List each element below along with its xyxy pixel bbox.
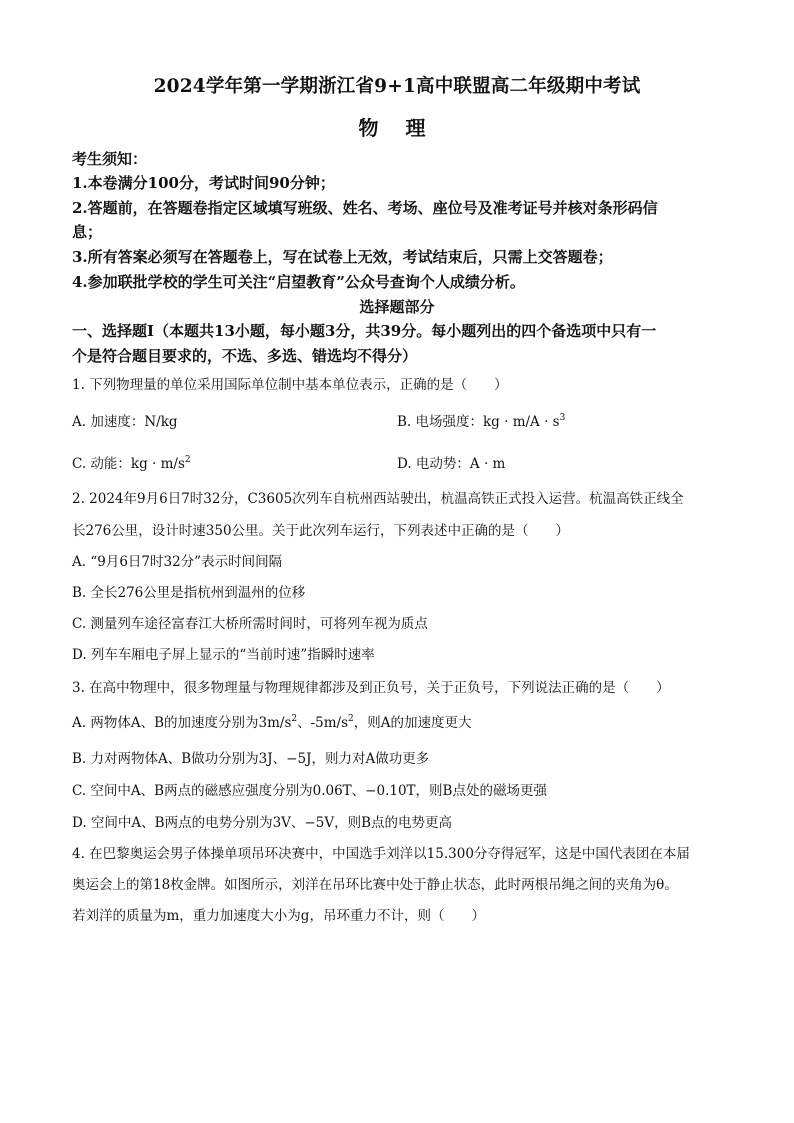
notice-item-2: 2.答题前，在答题卷指定区域填写班级、姓名、考场、座位号及准考证号并核对条形码信	[72, 199, 658, 217]
q3-option-b: B. 力对两物体A、B做功分别为3J、−5J，则力对A做功更多	[72, 751, 430, 767]
q2-stem-cont: 长276公里，设计时速350公里。关于此次列车运行，下列表述中正确的是（ ）	[72, 523, 570, 539]
q1-option-b: B. 电场强度：kg · $m/A \cdot s^3$	[397, 413, 566, 430]
q2-option-d: D. 列车车厢电子屏上显示的“当前时速”指瞬时速率	[72, 647, 375, 663]
q4-stem-cont: 奥运会上的第18枚金牌。如图所示，刘洋在吊环比赛中处于静止状态，此时两根吊绳之间的夹角为θ。	[72, 877, 678, 893]
q4-stem: 4. 在巴黎奥运会男子体操单项吊环决赛中，中国选手刘洋以15.300分夺得冠军，这是中国代表团在本届	[72, 846, 690, 862]
part-title: 选择题部分	[359, 298, 435, 316]
exam-title: 2024学年第一学期浙江省9+1高中联盟高二年级期中考试	[153, 76, 641, 97]
notice-item-4: 4.参加联批学校的学生可关注“启望教育”公众号查询个人成绩分析。	[72, 273, 525, 291]
q3-stem: 3. 在高中物理中，很多物理量与物理规律都涉及到正负号，关于正负号，下列说法正确的是（ ）	[72, 680, 670, 696]
q1-option-a: A. 加速度：N/kg	[72, 414, 178, 430]
notice-item-2-cont: 息；	[72, 223, 103, 241]
q4-stem-cont2: 若刘洋的质量为m，重力加速度大小为g，吊环重力不计，则（ ）	[72, 908, 485, 924]
q2-option-b: B. 全长276公里是指杭州到温州的位移	[72, 585, 306, 601]
q3-option-a: A. 两物体A、B的加速度分别为$3m/s^2$、$-5m/s^2$，则A的加速度更大	[72, 714, 472, 731]
q2-stem: 2. 2024年9月6日7时32分，C3605次列车自杭州西站驶出，杭温高铁正式投入运营。杭温高铁正线全	[72, 491, 684, 507]
q2-option-c: C. 测量列车途径富春江大桥所需时间时，可将列车视为质点	[72, 616, 428, 632]
q1-stem: 1. 下列物理量的单位采用国际单位制中基本单位表示，正确的是（ ）	[72, 377, 508, 393]
section-heading: 一、选择题Ⅰ（本题共13小题，每小题3分，共39分。每小题列出的四个备选项中只有一	[72, 322, 657, 340]
notice-heading: 考生须知：	[72, 150, 148, 168]
q1-option-c: C. 动能：kg · $m/s^2$	[72, 455, 191, 472]
q3-option-c: C. 空间中A、B两点的磁感应强度分别为0.06T、−0.10T，则B点处的磁场更强	[72, 783, 547, 799]
q3-option-d: D. 空间中A、B两点的电势分别为3V、−5V，则B点的电势更高	[72, 815, 453, 831]
subject-title: 物 理	[358, 116, 436, 140]
q1-option-d: D. 电动势：A · m	[397, 456, 506, 472]
q2-option-a: A. “9月6日7时32分”表示时间间隔	[72, 554, 283, 570]
notice-item-3: 3.所有答案必须写在答题卷上，写在试卷上无效，考试结束后，只需上交答题卷；	[72, 248, 613, 266]
section-heading-cont: 个是符合题目要求的，不选、多选、错选均不得分）	[72, 347, 418, 365]
notice-item-1: 1.本卷满分100分，考试时间90分钟；	[72, 174, 335, 192]
